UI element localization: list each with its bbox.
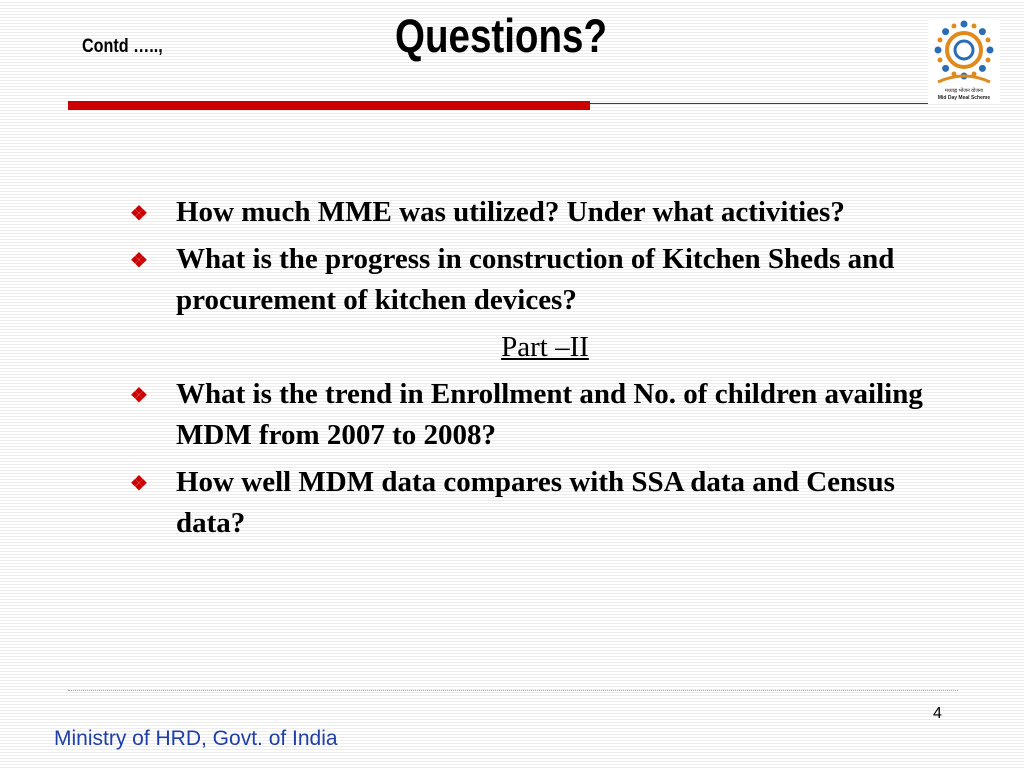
question-text: How well MDM data compares with SSA data and Census data? [176,466,895,539]
page-number: 4 [933,705,942,722]
question-list [130,192,960,550]
footer-divider [68,690,958,691]
footer-text: Ministry of HRD, Govt. of India [54,727,338,750]
diamond-bullet-icon: ❖ [130,385,148,407]
mid-day-meal-logo [928,18,1000,102]
logo-emblem-icon [928,18,1000,88]
list-item [130,239,960,321]
diamond-bullet-icon: ❖ [130,203,148,225]
title-underline-thin [590,103,928,104]
list-item [130,192,960,233]
list-item [130,462,960,544]
diamond-bullet-icon: ❖ [130,250,148,272]
slide-title: Questions? [395,9,607,62]
logo-caption-english: Mid Day Meal Scheme [937,95,991,101]
diamond-bullet-icon: ❖ [130,473,148,495]
title-underline-bar [68,101,590,110]
question-text: What is the trend in Enrollment and No. of children availing MDM from 2007 to 2008? [176,378,923,451]
question-text: What is the progress in construction of Kitchen Sheds and procurement of kitchen devices? [176,243,895,316]
question-text: How much MME was utilized? Under what activities? [176,196,845,228]
part-heading: Part –II [501,331,589,363]
logo-caption-hindi: मध्याह्न भोजन योजना [944,88,984,94]
contd-label: Contd ….., [82,36,163,57]
list-item [130,374,960,456]
